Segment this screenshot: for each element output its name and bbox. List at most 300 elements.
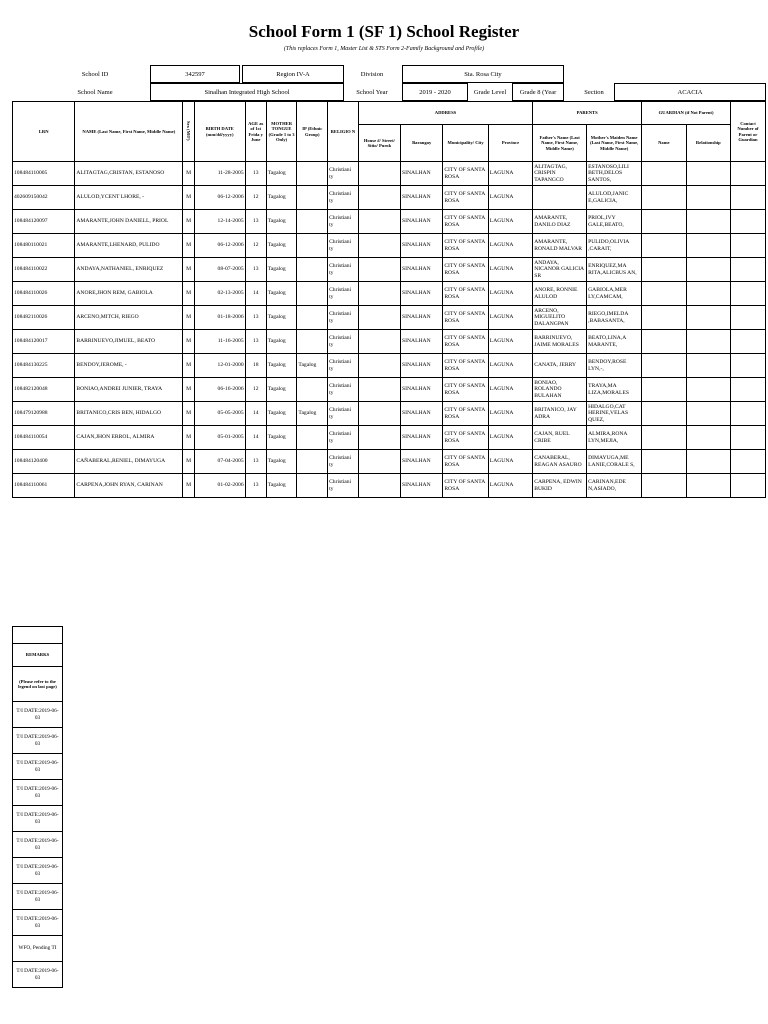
cell-religion: Christiani ty <box>328 474 359 498</box>
cell-province: LAGUNA <box>488 210 532 234</box>
cell-province: LAGUNA <box>488 426 532 450</box>
cell-mother: TRAYA,MA LIZA,MORALES <box>587 378 642 402</box>
cell-sex: M <box>183 354 195 378</box>
cell-mother-tongue: Tagalog <box>266 402 297 426</box>
region-value: Region IV-A <box>242 65 344 83</box>
col-mother-tongue: MOTHER TONGUE (Grade 1 to 3 Only) <box>266 102 297 162</box>
cell-guardian-relationship <box>686 186 730 210</box>
remark-cell: T/I DATE:2019-06-03 <box>13 806 63 832</box>
cell-age: 13 <box>245 330 266 354</box>
cell-father: ANDAYA, NICANOR GALICIA SR <box>533 258 587 282</box>
cell-mother: ALULOD,JANIC E,GALICIA, <box>587 186 642 210</box>
cell-birth-date: 12-01-2000 <box>194 354 245 378</box>
col-parents-group: PARENTS <box>533 102 642 125</box>
section-value: ACACIA <box>614 83 766 101</box>
cell-religion: Christiani ty <box>328 378 359 402</box>
grade-level-label: Grade Level <box>473 88 507 96</box>
cell-guardian-relationship <box>686 162 730 186</box>
cell-mother: CARINAN,EDE N,ASIADO, <box>587 474 642 498</box>
cell-religion: Christiani ty <box>328 210 359 234</box>
cell-guardian-name <box>642 378 686 402</box>
school-name-value: Sinalhan Integrated High School <box>150 83 344 101</box>
cell-age: 13 <box>245 210 266 234</box>
cell-birth-date: 07-04-2005 <box>194 450 245 474</box>
cell-birth-date: 05-01-2005 <box>194 426 245 450</box>
cell-lrn: 108482120048 <box>13 378 75 402</box>
cell-province: LAGUNA <box>488 186 532 210</box>
table-row <box>13 450 766 474</box>
cell-city: CITY OF SANTA ROSA <box>443 258 488 282</box>
cell-house <box>358 282 400 306</box>
cell-contact <box>730 234 765 258</box>
cell-religion: Christiani ty <box>328 450 359 474</box>
cell-name: ANORE,JHON REM, GABIOLA <box>75 282 183 306</box>
cell-age: 14 <box>245 282 266 306</box>
cell-house <box>358 186 400 210</box>
table-row <box>13 378 766 402</box>
cell-sex: M <box>183 306 195 330</box>
cell-mother: PULIDO,OLIVIA ,CARAIT, <box>587 234 642 258</box>
division-value: Sta. Rosa City <box>402 65 564 83</box>
cell-ip <box>297 306 328 330</box>
cell-name: BENDOY,JEROME, - <box>75 354 183 378</box>
col-guardian-name: Name <box>642 125 686 162</box>
remarks-header: REMARKS <box>13 644 63 667</box>
cell-barangay: SINALHAN <box>401 282 443 306</box>
cell-mother-tongue: Tagalog <box>266 354 297 378</box>
cell-lrn: 108484120017 <box>13 330 75 354</box>
remark-cell: T/I DATE:2019-06-03 <box>13 780 63 806</box>
col-religion: RELIGIO N <box>328 102 359 162</box>
cell-mother: BEATO,LINA,A MARANTE, <box>587 330 642 354</box>
cell-city: CITY OF SANTA ROSA <box>443 402 488 426</box>
section-label: Section <box>584 88 604 96</box>
cell-sex: M <box>183 234 195 258</box>
cell-province: LAGUNA <box>488 474 532 498</box>
cell-father: BARRINUEVO, JAIME MORALES <box>533 330 587 354</box>
remark-cell: T/I DATE:2019-06-03 <box>13 702 63 728</box>
cell-guardian-relationship <box>686 402 730 426</box>
cell-house <box>358 162 400 186</box>
remark-cell: WFO, Pending TI <box>13 936 63 962</box>
cell-lrn: 108484110005 <box>13 162 75 186</box>
cell-contact <box>730 378 765 402</box>
cell-city: CITY OF SANTA ROSA <box>443 234 488 258</box>
cell-guardian-name <box>642 330 686 354</box>
cell-religion: Christiani ty <box>328 354 359 378</box>
cell-barangay: SINALHAN <box>401 330 443 354</box>
cell-guardian-name <box>642 210 686 234</box>
cell-contact <box>730 282 765 306</box>
cell-mother-tongue: Tagalog <box>266 186 297 210</box>
cell-sex: M <box>183 330 195 354</box>
cell-guardian-name <box>642 186 686 210</box>
cell-guardian-relationship <box>686 426 730 450</box>
cell-name: AMARANTE,LHENARD, PULIDO <box>75 234 183 258</box>
cell-sex: M <box>183 210 195 234</box>
col-lrn: LRN <box>13 102 75 162</box>
cell-house <box>358 258 400 282</box>
cell-contact <box>730 354 765 378</box>
cell-house <box>358 234 400 258</box>
cell-name: CAÑABERAL,RENIEL, DIMAYUGA <box>75 450 183 474</box>
remark-cell: T/I DATE:2019-06-03 <box>13 728 63 754</box>
cell-lrn: 108484110026 <box>13 282 75 306</box>
cell-father: CAJAN, RUEL CRIBE <box>533 426 587 450</box>
cell-father: AMARANTE, RONALD MALVAR <box>533 234 587 258</box>
cell-mother: HIDALGO,CAT HERINE,VELAS QUEZ, <box>587 402 642 426</box>
cell-mother-tongue: Tagalog <box>266 282 297 306</box>
cell-mother-tongue: Tagalog <box>266 162 297 186</box>
cell-ip <box>297 258 328 282</box>
cell-religion: Christiani ty <box>328 330 359 354</box>
cell-ip: Tagalog <box>297 354 328 378</box>
cell-province: LAGUNA <box>488 306 532 330</box>
cell-house <box>358 474 400 498</box>
cell-province: LAGUNA <box>488 258 532 282</box>
cell-guardian-relationship <box>686 354 730 378</box>
cell-contact <box>730 258 765 282</box>
col-contact: Contact Number of Parent or Guardian <box>730 102 765 162</box>
cell-contact <box>730 402 765 426</box>
col-sex: Sex (M/F) <box>183 102 195 162</box>
cell-guardian-relationship <box>686 378 730 402</box>
cell-city: CITY OF SANTA ROSA <box>443 378 488 402</box>
col-mother: Mother's Maiden Name (Last Name, First Name, Middle Name) <box>587 125 642 162</box>
cell-birth-date: 01-18-2006 <box>194 306 245 330</box>
cell-house <box>358 306 400 330</box>
form-subtitle: (This replaces Form 1, Master List & STS Form 2-Family Background and Profile) <box>283 46 485 52</box>
table-row <box>13 162 766 186</box>
cell-religion: Christiani ty <box>328 258 359 282</box>
cell-name: CARPENA,JOHN RYAN, CARINAN <box>75 474 183 498</box>
cell-religion: Christiani ty <box>328 162 359 186</box>
cell-name: ALULOD,YCENT LHORE, - <box>75 186 183 210</box>
cell-name: BONIAO,ANDREI JUNIER, TRAYA <box>75 378 183 402</box>
school-name-label: School Name <box>77 88 113 96</box>
cell-barangay: SINALHAN <box>401 234 443 258</box>
cell-barangay: SINALHAN <box>401 426 443 450</box>
cell-lrn: 108484110054 <box>13 426 75 450</box>
cell-birth-date: 05-05-2005 <box>194 402 245 426</box>
cell-ip <box>297 210 328 234</box>
cell-father: CARPENA, EDWIN BUKID <box>533 474 587 498</box>
cell-contact <box>730 210 765 234</box>
cell-name: ALITAGTAG,CRISTAN, ESTANOSO <box>75 162 183 186</box>
cell-guardian-relationship <box>686 210 730 234</box>
cell-father: ANORE, RONNIE ALULOD <box>533 282 587 306</box>
division-label: Division <box>360 70 384 78</box>
cell-religion: Christiani ty <box>328 186 359 210</box>
cell-father: BONIAO, ROLANDO BULAHAN <box>533 378 587 402</box>
col-house: House #/ Street/ Sitio/ Purok <box>358 125 400 162</box>
cell-guardian-relationship <box>686 282 730 306</box>
cell-city: CITY OF SANTA ROSA <box>443 306 488 330</box>
cell-barangay: SINALHAN <box>401 450 443 474</box>
cell-mother: RIEGO,IMELDA ,BABASANTA, <box>587 306 642 330</box>
cell-birth-date: 08-07-2005 <box>194 258 245 282</box>
cell-contact <box>730 162 765 186</box>
cell-city: CITY OF SANTA ROSA <box>443 162 488 186</box>
cell-guardian-name <box>642 474 686 498</box>
cell-ip <box>297 378 328 402</box>
cell-birth-date: 02-13-2005 <box>194 282 245 306</box>
cell-sex: M <box>183 282 195 306</box>
cell-name: BRITANICO,CRIS BEN, HIDALGO <box>75 402 183 426</box>
col-age: AGE as of 1st Frida y June <box>245 102 266 162</box>
cell-mother-tongue: Tagalog <box>266 234 297 258</box>
cell-guardian-relationship <box>686 234 730 258</box>
cell-age: 18 <box>245 354 266 378</box>
cell-birth-date: 11-16-2005 <box>194 330 245 354</box>
cell-guardian-relationship <box>686 330 730 354</box>
cell-birth-date: 06-12-2006 <box>194 186 245 210</box>
remark-cell: T/I DATE:2019-06-03 <box>13 884 63 910</box>
cell-guardian-name <box>642 354 686 378</box>
cell-province: LAGUNA <box>488 402 532 426</box>
school-info-header <box>40 65 766 101</box>
remark-cell: T/I DATE:2019-06-03 <box>13 754 63 780</box>
cell-lrn: 108484130225 <box>13 354 75 378</box>
cell-sex: M <box>183 162 195 186</box>
col-province: Province <box>488 125 532 162</box>
cell-birth-date: 06-12-2006 <box>194 234 245 258</box>
cell-lrn: 108484110022 <box>13 258 75 282</box>
cell-age: 12 <box>245 378 266 402</box>
cell-religion: Christiani ty <box>328 402 359 426</box>
cell-sex: M <box>183 450 195 474</box>
cell-guardian-name <box>642 450 686 474</box>
remark-cell: T/I DATE:2019-06-03 <box>13 962 63 988</box>
cell-guardian-name <box>642 162 686 186</box>
cell-city: CITY OF SANTA ROSA <box>443 426 488 450</box>
cell-mother-tongue: Tagalog <box>266 450 297 474</box>
cell-religion: Christiani ty <box>328 282 359 306</box>
remark-cell: T/I DATE:2019-06-03 <box>13 832 63 858</box>
cell-province: LAGUNA <box>488 450 532 474</box>
cell-city: CITY OF SANTA ROSA <box>443 354 488 378</box>
cell-guardian-name <box>642 282 686 306</box>
cell-name: ANDAYA,NATHANIEL, ENRIQUEZ <box>75 258 183 282</box>
student-register-table <box>12 101 766 498</box>
cell-birth-date: 11-28-2005 <box>194 162 245 186</box>
cell-lrn: 108484120400 <box>13 450 75 474</box>
col-barangay: Barangay <box>401 125 443 162</box>
cell-sex: M <box>183 258 195 282</box>
col-guardian-relationship: Relationship <box>686 125 730 162</box>
cell-name: BARRINUEVO,JIMUEL, BEATO <box>75 330 183 354</box>
cell-house <box>358 402 400 426</box>
cell-house <box>358 378 400 402</box>
table-row <box>13 330 766 354</box>
cell-lrn: 108480110021 <box>13 234 75 258</box>
cell-sex: M <box>183 402 195 426</box>
cell-barangay: SINALHAN <box>401 354 443 378</box>
col-municipality: Municipality/ City <box>443 125 488 162</box>
cell-age: 13 <box>245 306 266 330</box>
cell-contact <box>730 474 765 498</box>
table-row <box>13 306 766 330</box>
cell-contact <box>730 306 765 330</box>
cell-sex: M <box>183 186 195 210</box>
cell-sex: M <box>183 474 195 498</box>
cell-guardian-name <box>642 402 686 426</box>
cell-province: LAGUNA <box>488 234 532 258</box>
cell-ip <box>297 186 328 210</box>
cell-guardian-relationship <box>686 258 730 282</box>
cell-sex: M <box>183 426 195 450</box>
cell-birth-date: 06-16-2006 <box>194 378 245 402</box>
col-father: Father's Name (Last Name, First Name, Middle Name) <box>533 125 587 162</box>
cell-house <box>358 354 400 378</box>
table-row <box>13 402 766 426</box>
col-ip: IP (Ethnic Group) <box>297 102 328 162</box>
cell-province: LAGUNA <box>488 378 532 402</box>
cell-ip <box>297 162 328 186</box>
cell-barangay: SINALHAN <box>401 306 443 330</box>
cell-birth-date: 12-14-2005 <box>194 210 245 234</box>
cell-mother: GABIOLA,MER LY,CAMCAM, <box>587 282 642 306</box>
cell-age: 13 <box>245 258 266 282</box>
cell-age: 13 <box>245 162 266 186</box>
cell-ip <box>297 474 328 498</box>
cell-house <box>358 330 400 354</box>
cell-guardian-name <box>642 306 686 330</box>
cell-guardian-name <box>642 234 686 258</box>
cell-father: ARCENO, MIGUELITO DALANGPAN <box>533 306 587 330</box>
remarks-note: (Please refer to the legend on last page) <box>13 667 63 702</box>
remark-cell: T/I DATE:2019-06-03 <box>13 910 63 936</box>
cell-barangay: SINALHAN <box>401 474 443 498</box>
cell-ip <box>297 282 328 306</box>
school-year-value: 2019 - 2020 <box>402 83 468 101</box>
cell-house <box>358 210 400 234</box>
cell-province: LAGUNA <box>488 330 532 354</box>
cell-mother-tongue: Tagalog <box>266 378 297 402</box>
cell-contact <box>730 426 765 450</box>
col-name: NAME (Last Name, First Name, Middle Name) <box>75 102 183 162</box>
cell-contact <box>730 450 765 474</box>
school-year-label: School Year <box>356 88 388 96</box>
cell-father: CANATA, JERRY <box>533 354 587 378</box>
cell-guardian-relationship <box>686 306 730 330</box>
cell-age: 13 <box>245 450 266 474</box>
cell-guardian-name <box>642 426 686 450</box>
table-row <box>13 474 766 498</box>
school-id-label: School ID <box>81 70 109 78</box>
cell-lrn: 108484110061 <box>13 474 75 498</box>
cell-house <box>358 426 400 450</box>
cell-city: CITY OF SANTA ROSA <box>443 186 488 210</box>
cell-mother: ALMIRA,RONA LYN,MEJIA, <box>587 426 642 450</box>
cell-age: 14 <box>245 426 266 450</box>
cell-barangay: SINALHAN <box>401 210 443 234</box>
cell-lrn: 402609150042 <box>13 186 75 210</box>
cell-barangay: SINALHAN <box>401 402 443 426</box>
remark-cell: T/I DATE:2019-06-03 <box>13 858 63 884</box>
table-row <box>13 186 766 210</box>
cell-mother-tongue: Tagalog <box>266 258 297 282</box>
form-title: School Form 1 (SF 1) School Register <box>248 22 520 41</box>
cell-city: CITY OF SANTA ROSA <box>443 282 488 306</box>
cell-mother: BENDOY,ROSE LYN,-, <box>587 354 642 378</box>
cell-province: LAGUNA <box>488 282 532 306</box>
cell-barangay: SINALHAN <box>401 186 443 210</box>
cell-house <box>358 450 400 474</box>
cell-lrn: 108479120988 <box>13 402 75 426</box>
cell-mother: DIMAYUGA,ME LANIE,CORALE S, <box>587 450 642 474</box>
cell-ip <box>297 234 328 258</box>
cell-father <box>533 186 587 210</box>
cell-age: 12 <box>245 186 266 210</box>
grade-level-value: Grade 8 (Year <box>512 83 564 101</box>
cell-mother-tongue: Tagalog <box>266 210 297 234</box>
table-row <box>13 354 766 378</box>
cell-sex: M <box>183 378 195 402</box>
cell-ip <box>297 450 328 474</box>
cell-mother-tongue: Tagalog <box>266 306 297 330</box>
cell-city: CITY OF SANTA ROSA <box>443 450 488 474</box>
cell-age: 12 <box>245 234 266 258</box>
cell-province: LAGUNA <box>488 162 532 186</box>
school-id-value: 342597 <box>150 65 240 83</box>
cell-contact <box>730 330 765 354</box>
cell-lrn: 108484120097 <box>13 210 75 234</box>
cell-guardian-relationship <box>686 474 730 498</box>
cell-father: CANABERAL, REAGAN ASAURO <box>533 450 587 474</box>
cell-mother-tongue: Tagalog <box>266 474 297 498</box>
cell-ip <box>297 330 328 354</box>
cell-father: BRITANICO, JAY ADRA <box>533 402 587 426</box>
cell-name: ARCENO,MITCH, RIEGO <box>75 306 183 330</box>
cell-mother: PRIOL,IVY GALE,BEATO, <box>587 210 642 234</box>
remarks-spacer <box>13 627 63 644</box>
cell-mother-tongue: Tagalog <box>266 426 297 450</box>
col-address-group: ADDRESS <box>358 102 532 125</box>
cell-religion: Christiani ty <box>328 306 359 330</box>
cell-barangay: SINALHAN <box>401 258 443 282</box>
cell-city: CITY OF SANTA ROSA <box>443 474 488 498</box>
col-birth-date: BIRTH DATE (mm/dd/yyyy) <box>194 102 245 162</box>
table-row <box>13 258 766 282</box>
cell-barangay: SINALHAN <box>401 378 443 402</box>
cell-province: LAGUNA <box>488 354 532 378</box>
cell-father: ALITAGTAG, CRISPIN TAPANGCO <box>533 162 587 186</box>
cell-guardian-relationship <box>686 450 730 474</box>
cell-mother: ENRIQUEZ,MA RITA,ALICBUS AN, <box>587 258 642 282</box>
cell-barangay: SINALHAN <box>401 162 443 186</box>
cell-age: 14 <box>245 402 266 426</box>
cell-mother: ESTANOSO,LILI BETH,DELOS SANTOS, <box>587 162 642 186</box>
cell-age: 13 <box>245 474 266 498</box>
cell-lrn: 108482110026 <box>13 306 75 330</box>
col-guardian-group: GUARDIAN (if Not Parent) <box>642 102 731 125</box>
cell-religion: Christiani ty <box>328 234 359 258</box>
cell-name: CAJAN,JHON ERROL, ALMIRA <box>75 426 183 450</box>
table-row <box>13 234 766 258</box>
cell-birth-date: 01-02-2006 <box>194 474 245 498</box>
cell-mother-tongue: Tagalog <box>266 330 297 354</box>
cell-contact <box>730 186 765 210</box>
table-row <box>13 210 766 234</box>
cell-ip: Tagalog <box>297 402 328 426</box>
cell-father: AMARANTE, DANILO DIAZ <box>533 210 587 234</box>
cell-city: CITY OF SANTA ROSA <box>443 210 488 234</box>
table-row <box>13 426 766 450</box>
cell-name: AMARANTE,JOHN DANIELL, PRIOL <box>75 210 183 234</box>
cell-city: CITY OF SANTA ROSA <box>443 330 488 354</box>
table-row <box>13 282 766 306</box>
